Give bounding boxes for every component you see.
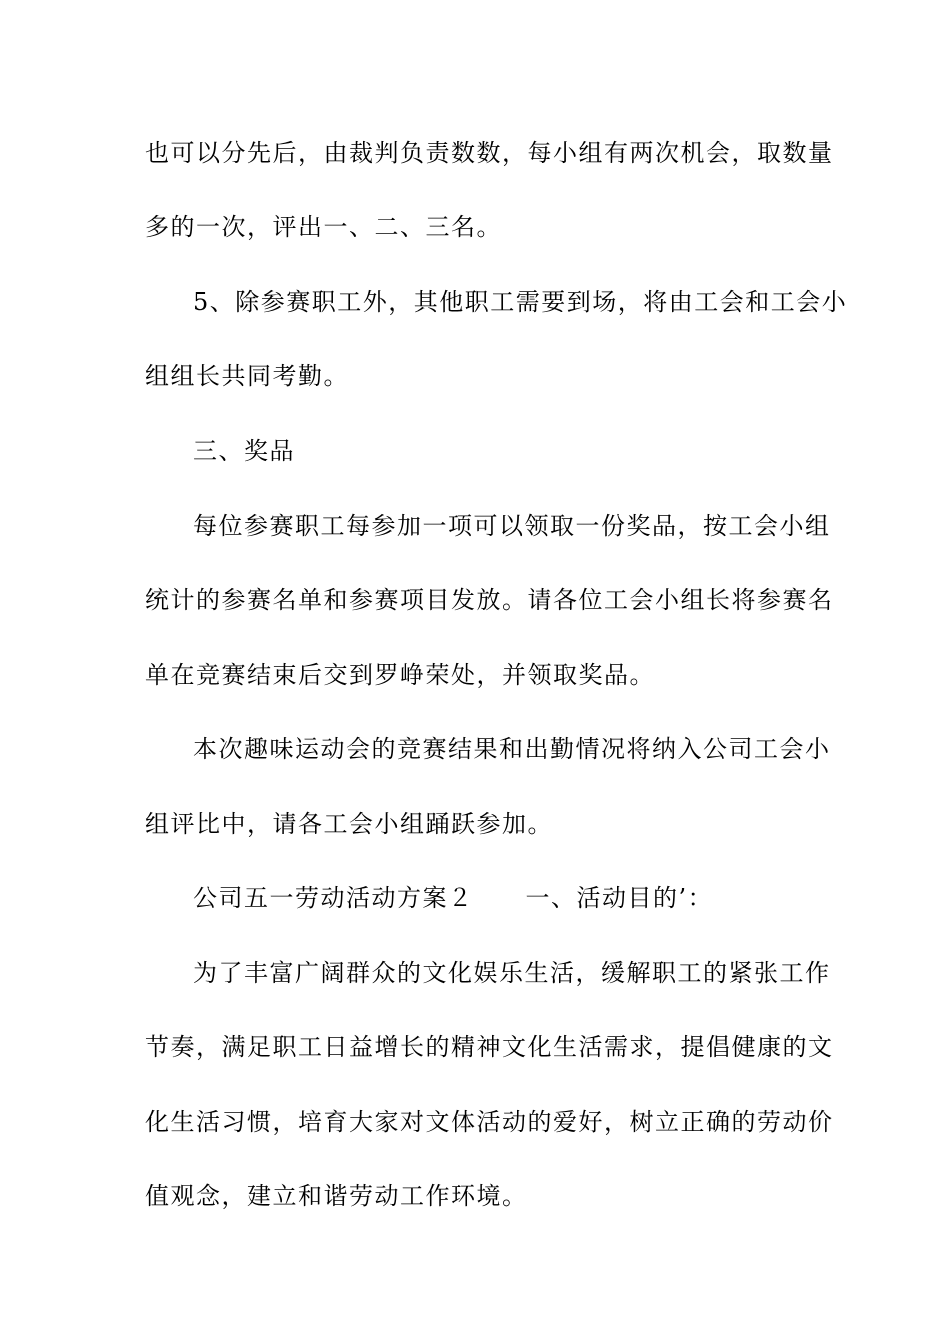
paragraph-line: 每位参赛职工每参加一项可以领取一份奖品，按工会小组 xyxy=(193,512,831,540)
paragraph-line: 单在竞赛结束后交到罗峥荣处，并领取奖品。 xyxy=(145,661,655,689)
paragraph-line: 值观念，建立和谐劳动工作环境。 xyxy=(145,1182,528,1210)
paragraph-line: 组组长共同考勤。 xyxy=(145,362,349,390)
paragraph-line: 本次趣味运动会的竞赛结果和出勤情况将纳入公司工会小 xyxy=(193,735,831,763)
section-heading: 三、奖品 xyxy=(193,437,295,465)
paragraph-line: 为了丰富广阔群众的文化娱乐生活，缓解职工的紧张工作 xyxy=(193,959,831,987)
plan-subtitle: 一、活动目的’： xyxy=(525,884,714,912)
paragraph-line: 组评比中，请各工会小组踊跃参加。 xyxy=(145,810,553,838)
plan-title: 公司五一劳动活动方案２ xyxy=(193,884,474,912)
paragraph-line: 5、除参赛职工外，其他职工需要到场，将由工会和工会小 xyxy=(193,288,848,316)
paragraph-line: 统计的参赛名单和参赛项目发放。请各位工会小组长将参赛名 xyxy=(145,586,834,614)
paragraph-line: 节奏，满足职工日益增长的精神文化生活需求，提倡健康的文 xyxy=(145,1033,834,1061)
paragraph-line: 化生活习惯，培育大家对文体活动的爱好，树立正确的劳动价 xyxy=(145,1108,834,1136)
plan-heading xyxy=(193,883,713,913)
paragraph-line: 多的一次，评出一、二、三名。 xyxy=(145,213,502,241)
paragraph-line: 也可以分先后，由裁判负责数数，每小组有两次机会，取数量 xyxy=(145,139,834,167)
